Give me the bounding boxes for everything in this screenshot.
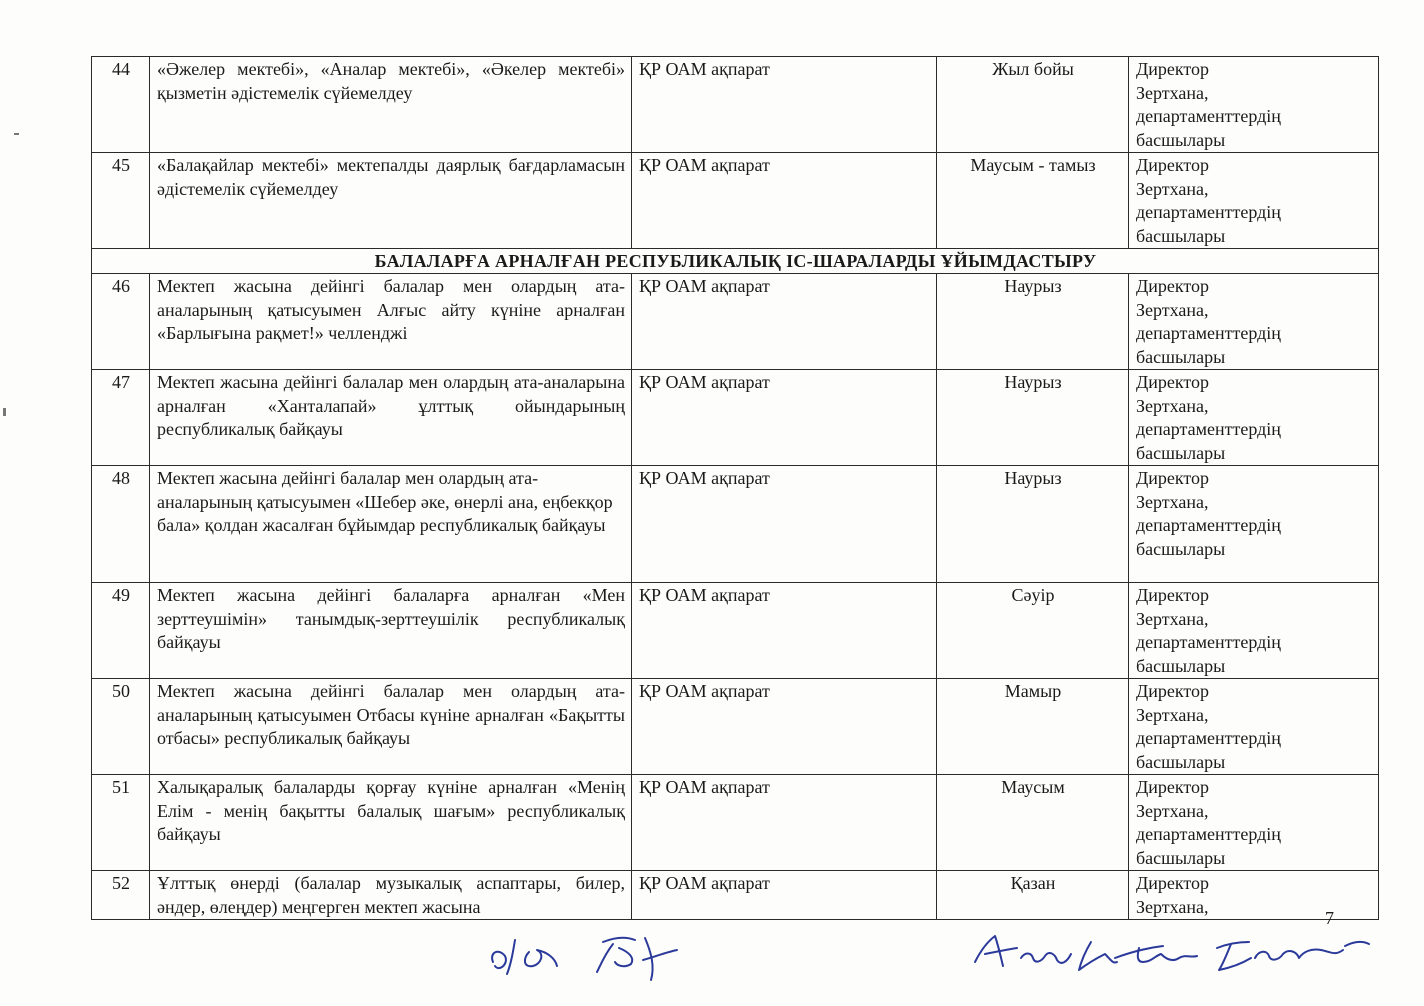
row-number: 49 — [92, 583, 150, 679]
responsible — [1129, 775, 1379, 871]
event-description: Мектеп жасына дейінгі балалар мен олардың ата-аналарының қатысуымен «Шебер әке, өнерлі ана, еңбекқор бала» қолдан жасалған бұйымдар республикалық байқауы — [150, 466, 632, 583]
responsible-line: басшылары — [1136, 346, 1226, 367]
info-source: ҚР ОАМ ақпарат — [632, 775, 937, 871]
table-row — [92, 57, 1379, 153]
responsible-line: Директор — [1136, 873, 1210, 893]
info-source: ҚР ОАМ ақпарат — [632, 583, 937, 679]
responsible-line: департаменттердің — [1136, 106, 1281, 126]
scan-speck — [14, 133, 19, 135]
responsible-line: департаменттердің — [1136, 515, 1281, 535]
responsible — [1129, 583, 1379, 679]
responsible — [1129, 871, 1379, 920]
info-source: ҚР ОАМ ақпарат — [632, 370, 937, 466]
table-row — [92, 871, 1379, 920]
row-number: 45 — [92, 153, 150, 249]
responsible-line: Директор — [1136, 59, 1210, 79]
responsible-line: Директор — [1136, 276, 1210, 296]
responsible-line: Зертхана, — [1136, 178, 1209, 199]
event-description: «Балақайлар мектебі» мектепалды даярлық бағдарламасын әдістемелік сүйемелдеу — [150, 153, 632, 249]
responsible-line: Директор — [1136, 777, 1210, 797]
responsible-line: басшылары — [1136, 442, 1226, 463]
responsible-line: Директор — [1136, 585, 1210, 605]
event-period: Наурыз — [937, 466, 1129, 583]
responsible-line: Зертхана, — [1136, 704, 1209, 725]
info-source: ҚР ОАМ ақпарат — [632, 153, 937, 249]
event-description: Ұлттық өнерді (балалар музыкалық аспаптары, билер, әндер, өлеңдер) меңгерген мектеп жасына — [150, 871, 632, 920]
responsible — [1129, 153, 1379, 249]
row-number: 48 — [92, 466, 150, 583]
responsible-line: Директор — [1136, 468, 1210, 488]
responsible-line: басшылары — [1136, 225, 1226, 246]
table-row — [92, 370, 1379, 466]
event-period: Қазан — [937, 871, 1129, 920]
info-source: ҚР ОАМ ақпарат — [632, 871, 937, 920]
responsible-line: департаменттердің — [1136, 824, 1281, 844]
event-description: Халықаралық балаларды қорғау күніне арналған «Менің Елім - менің бақытты балалық шағым» республикалық байқауы — [150, 775, 632, 871]
event-description: Мектеп жасына дейінгі балалар мен олардың ата-аналарының қатысуымен Алғыс айту күніне арналған «Барлығына рақмет!» челленджі — [150, 274, 632, 370]
responsible-line: Директор — [1136, 155, 1210, 175]
responsible-line: департаменттердің — [1136, 419, 1281, 439]
responsible-line: департаменттердің — [1136, 323, 1281, 343]
info-source: ҚР ОАМ ақпарат — [632, 679, 937, 775]
responsible — [1129, 370, 1379, 466]
responsible-line: басшылары — [1136, 655, 1226, 676]
row-number: 51 — [92, 775, 150, 871]
responsible-line: Директор — [1136, 372, 1210, 392]
responsible-line: Зертхана, — [1136, 491, 1209, 512]
table-row — [92, 679, 1379, 775]
signature-left — [485, 922, 700, 984]
row-number: 52 — [92, 871, 150, 920]
row-number: 47 — [92, 370, 150, 466]
table-row — [92, 274, 1379, 370]
scan-speck — [3, 408, 6, 416]
responsible-line: басшылары — [1136, 847, 1226, 868]
event-description: Мектеп жасына дейінгі балалар мен олардың ата-аналарының қатысуымен Отбасы күніне арналған «Бақытты отбасы» республикалық байқауы — [150, 679, 632, 775]
responsible-line: Зертхана, — [1136, 800, 1209, 821]
event-description: «Әжелер мектебі», «Аналар мектебі», «Әкелер мектебі» қызметін әдістемелік сүйемелдеу — [150, 57, 632, 153]
row-number: 46 — [92, 274, 150, 370]
table-row — [92, 583, 1379, 679]
event-period: Мамыр — [937, 679, 1129, 775]
event-period: Жыл бойы — [937, 57, 1129, 153]
event-period: Маусым - тамыз — [937, 153, 1129, 249]
row-number: 50 — [92, 679, 150, 775]
responsible — [1129, 57, 1379, 153]
responsible — [1129, 274, 1379, 370]
event-period: Маусым — [937, 775, 1129, 871]
responsible-line: басшылары — [1136, 538, 1226, 559]
section-title: БАЛАЛАРҒА АРНАЛҒАН РЕСПУБЛИКАЛЫҚ ІС-ШАРАЛАРДЫ ҰЙЫМДАСТЫРУ — [92, 249, 1379, 274]
responsible-line: департаменттердің — [1136, 632, 1281, 652]
responsible-line: басшылары — [1136, 129, 1226, 150]
event-period: Наурыз — [937, 370, 1129, 466]
row-number: 44 — [92, 57, 150, 153]
event-period: Наурыз — [937, 274, 1129, 370]
responsible — [1129, 679, 1379, 775]
info-source: ҚР ОАМ ақпарат — [632, 57, 937, 153]
responsible-line: Зертхана, — [1136, 299, 1209, 320]
signature-right — [965, 918, 1385, 980]
table-row — [92, 775, 1379, 871]
responsible-line: департаменттердің — [1136, 202, 1281, 222]
responsible-line: Зертхана, — [1136, 82, 1209, 103]
event-period: Сәуір — [937, 583, 1129, 679]
event-description: Мектеп жасына дейінгі балаларға арналған «Мен зерттеушімін» танымдық-зерттеушілік республикалық байқауы — [150, 583, 632, 679]
section-row — [92, 249, 1379, 274]
table-row — [92, 153, 1379, 249]
responsible-line: басшылары — [1136, 751, 1226, 772]
page-number: 7 — [1325, 908, 1334, 928]
responsible-line: Зертхана, — [1136, 395, 1209, 416]
events-table — [91, 56, 1379, 920]
responsible-line: Директор — [1136, 681, 1210, 701]
info-source: ҚР ОАМ ақпарат — [632, 274, 937, 370]
responsible-line: Зертхана, — [1136, 608, 1209, 629]
responsible-line: департаменттердің — [1136, 728, 1281, 748]
responsible — [1129, 466, 1379, 583]
event-description: Мектеп жасына дейінгі балалар мен олардың ата-аналарына арналған «Ханталапай» ұлттық ойындарының республикалық байқауы — [150, 370, 632, 466]
responsible-line: Зертхана, — [1136, 896, 1209, 917]
table-row — [92, 466, 1379, 583]
info-source: ҚР ОАМ ақпарат — [632, 466, 937, 583]
